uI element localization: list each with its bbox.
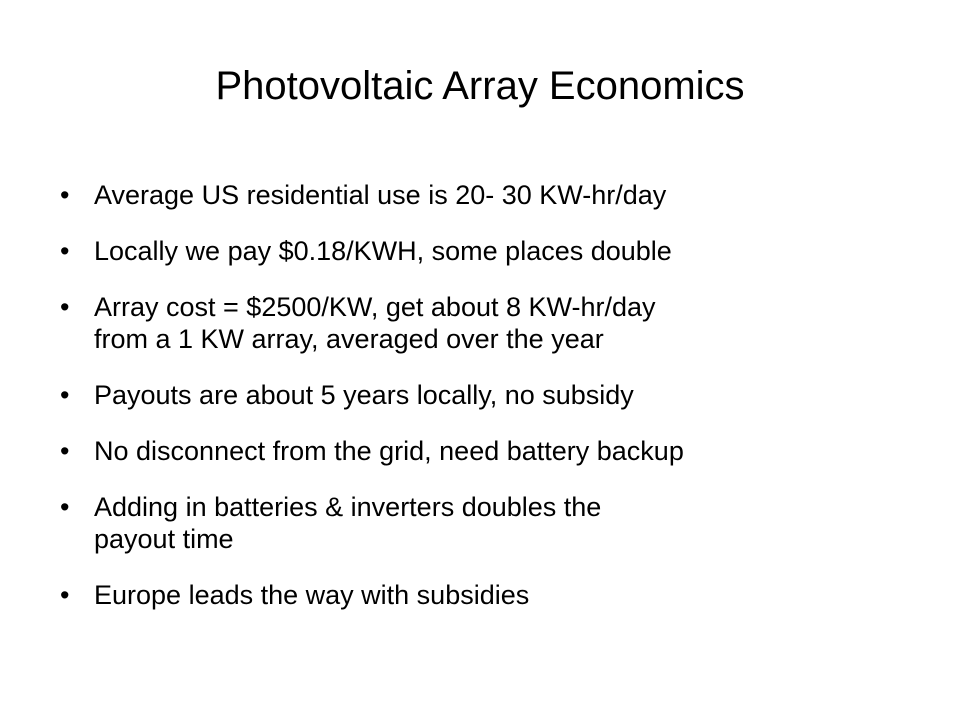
bullet-item [60, 235, 920, 267]
bullet-text: No disconnect from the grid, need battery backup [94, 436, 684, 466]
bullet-marker: • [60, 580, 70, 610]
bullet-marker: • [60, 380, 70, 410]
bullet-marker: • [60, 236, 70, 266]
bullet-text: Europe leads the way with subsidies [94, 580, 530, 610]
bullet-text: Payouts are about 5 years locally, no subsidy [94, 380, 634, 410]
slide-title: Photovoltaic Array Economics [215, 64, 745, 108]
bullet-item [60, 491, 920, 555]
bullet-marker: • [60, 292, 70, 322]
bullet-item [60, 435, 920, 467]
bullet-item [60, 179, 920, 211]
bullet-text: Array cost = $2500/KW, get about 8 KW-hr/day from a 1 KW array, averaged over the year [94, 292, 656, 354]
bullet-text: Adding in batteries & inverters doubles the payout time [94, 492, 602, 554]
bullet-text: Average US residential use is 20- 30 KW-hr/day [94, 180, 667, 210]
bullet-marker: • [60, 492, 70, 522]
bullet-item [60, 291, 920, 355]
bullet-item [60, 379, 920, 411]
bullet-marker: • [60, 180, 70, 210]
bullet-list [60, 179, 920, 635]
bullet-item [60, 579, 920, 611]
bullet-text: Locally we pay $0.18/KWH, some places double [94, 236, 672, 266]
bullet-marker: • [60, 436, 70, 466]
